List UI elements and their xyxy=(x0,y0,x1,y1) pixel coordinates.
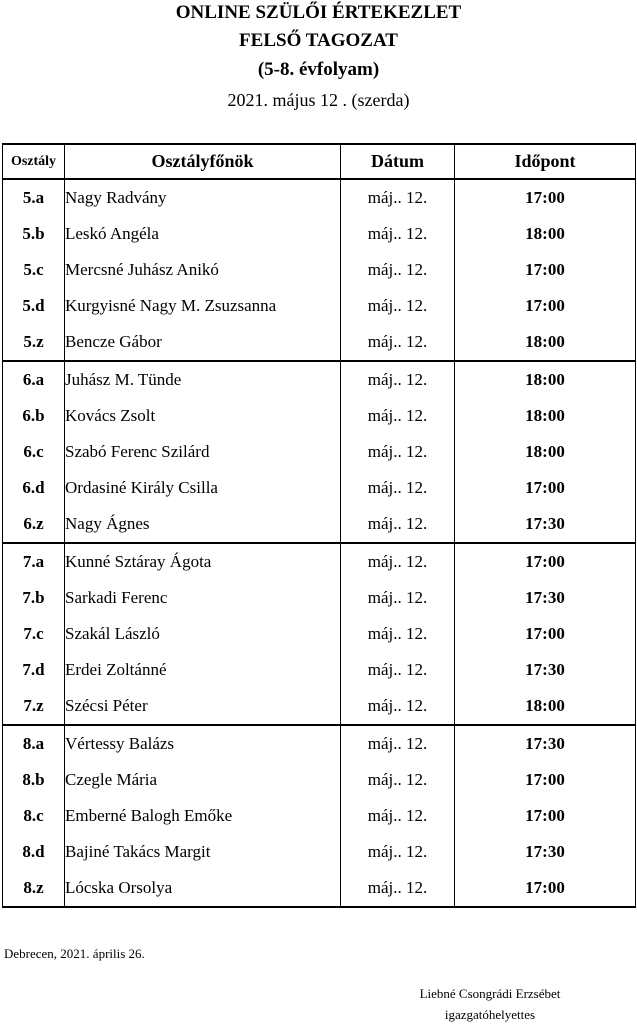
class-cell: 6.a xyxy=(3,361,65,398)
class-cell: 7.c xyxy=(3,616,65,652)
table-row xyxy=(3,288,636,324)
date-cell: máj.. 12. xyxy=(341,762,455,798)
class-cell: 7.z xyxy=(3,688,65,725)
time-cell: 17:00 xyxy=(455,870,636,907)
time-cell: 18:00 xyxy=(455,216,636,252)
time-cell: 17:00 xyxy=(455,762,636,798)
time-cell: 18:00 xyxy=(455,434,636,470)
date-cell: máj.. 12. xyxy=(341,398,455,434)
time-cell: 17:30 xyxy=(455,580,636,616)
time-cell: 17:30 xyxy=(455,834,636,870)
column-header-class: Osztály xyxy=(3,144,65,179)
date-cell: máj.. 12. xyxy=(341,216,455,252)
document-subtitle: FELSŐ TAGOZAT xyxy=(239,30,398,51)
teacher-cell: Kunné Sztáray Ágota xyxy=(65,543,341,580)
class-cell: 7.a xyxy=(3,543,65,580)
class-cell: 6.c xyxy=(3,434,65,470)
date-cell: máj.. 12. xyxy=(341,725,455,762)
place-and-date: Debrecen, 2021. április 26. xyxy=(4,946,145,961)
class-cell: 8.z xyxy=(3,870,65,907)
column-header-teacher: Osztályfőnök xyxy=(65,144,341,179)
class-cell: 8.c xyxy=(3,798,65,834)
table-row xyxy=(3,762,636,798)
date-cell: máj.. 12. xyxy=(341,543,455,580)
class-cell: 7.d xyxy=(3,652,65,688)
schedule-table xyxy=(2,143,636,908)
teacher-cell: Erdei Zoltánné xyxy=(65,652,341,688)
date-cell: máj.. 12. xyxy=(341,252,455,288)
teacher-cell: Lócska Orsolya xyxy=(65,870,341,907)
class-cell: 6.b xyxy=(3,398,65,434)
class-cell: 8.d xyxy=(3,834,65,870)
column-header-date: Dátum xyxy=(341,144,455,179)
table-row xyxy=(3,324,636,361)
table-row xyxy=(3,616,636,652)
class-cell: 5.c xyxy=(3,252,65,288)
table-row xyxy=(3,398,636,434)
teacher-cell: Szakál László xyxy=(65,616,341,652)
class-cell: 5.z xyxy=(3,324,65,361)
teacher-cell: Kurgyisné Nagy M. Zsuzsanna xyxy=(65,288,341,324)
table-row xyxy=(3,361,636,398)
document-title: ONLINE SZÜLŐI ÉRTEKEZLET xyxy=(175,2,462,23)
table-header-row xyxy=(3,144,636,179)
teacher-cell: Sarkadi Ferenc xyxy=(65,580,341,616)
table-row xyxy=(3,470,636,506)
class-cell: 8.a xyxy=(3,725,65,762)
date-cell: máj.. 12. xyxy=(341,652,455,688)
table-row xyxy=(3,543,636,580)
teacher-cell: Szabó Ferenc Szilárd xyxy=(65,434,341,470)
date-cell: máj.. 12. xyxy=(341,288,455,324)
time-cell: 17:00 xyxy=(455,543,636,580)
teacher-cell: Czegle Mária xyxy=(65,762,341,798)
date-cell: máj.. 12. xyxy=(341,361,455,398)
date-cell: máj.. 12. xyxy=(341,798,455,834)
time-cell: 17:30 xyxy=(455,725,636,762)
date-cell: máj.. 12. xyxy=(341,506,455,543)
time-cell: 18:00 xyxy=(455,324,636,361)
teacher-cell: Nagy Ágnes xyxy=(65,506,341,543)
time-cell: 17:00 xyxy=(455,288,636,324)
table-row xyxy=(3,506,636,543)
teacher-cell: Juhász M. Tünde xyxy=(65,361,341,398)
date-cell: máj.. 12. xyxy=(341,870,455,907)
signer-name: Liebné Csongrádi Erzsébet xyxy=(419,986,561,1001)
teacher-cell: Szécsi Péter xyxy=(65,688,341,725)
table-row xyxy=(3,870,636,907)
time-cell: 18:00 xyxy=(455,361,636,398)
date-cell: máj.. 12. xyxy=(341,834,455,870)
date-cell: máj.. 12. xyxy=(341,179,455,216)
class-cell: 8.b xyxy=(3,762,65,798)
class-cell: 6.z xyxy=(3,506,65,543)
teacher-cell: Vértessy Balázs xyxy=(65,725,341,762)
table-row xyxy=(3,688,636,725)
time-cell: 17:00 xyxy=(455,470,636,506)
time-cell: 17:00 xyxy=(455,616,636,652)
time-cell: 17:30 xyxy=(455,652,636,688)
date-cell: máj.. 12. xyxy=(341,580,455,616)
teacher-cell: Bencze Gábor xyxy=(65,324,341,361)
table-row xyxy=(3,798,636,834)
teacher-cell: Ordasiné Király Csilla xyxy=(65,470,341,506)
teacher-cell: Leskó Angéla xyxy=(65,216,341,252)
time-cell: 17:30 xyxy=(455,506,636,543)
class-cell: 5.d xyxy=(3,288,65,324)
column-header-time: Időpont xyxy=(455,144,636,179)
table-row xyxy=(3,725,636,762)
table-row xyxy=(3,252,636,288)
teacher-cell: Kovács Zsolt xyxy=(65,398,341,434)
time-cell: 18:00 xyxy=(455,688,636,725)
table-row xyxy=(3,179,636,216)
teacher-cell: Mercsné Juhász Anikó xyxy=(65,252,341,288)
table-row xyxy=(3,652,636,688)
time-cell: 17:00 xyxy=(455,179,636,216)
class-cell: 5.a xyxy=(3,179,65,216)
time-cell: 17:00 xyxy=(455,798,636,834)
date-cell: máj.. 12. xyxy=(341,470,455,506)
table-row xyxy=(3,216,636,252)
signer-role: igazgatóhelyettes xyxy=(444,1007,536,1022)
teacher-cell: Bajiné Takács Margit xyxy=(65,834,341,870)
date-cell: máj.. 12. xyxy=(341,688,455,725)
class-cell: 6.d xyxy=(3,470,65,506)
date-cell: máj.. 12. xyxy=(341,434,455,470)
class-cell: 5.b xyxy=(3,216,65,252)
grade-range: (5-8. évfolyam) xyxy=(257,59,380,80)
teacher-cell: Emberné Balogh Emőke xyxy=(65,798,341,834)
table-row xyxy=(3,434,636,470)
table-row xyxy=(3,834,636,870)
meeting-date: 2021. május 12 . (szerda) xyxy=(227,90,410,110)
date-cell: máj.. 12. xyxy=(341,324,455,361)
time-cell: 17:00 xyxy=(455,252,636,288)
table-row xyxy=(3,580,636,616)
teacher-cell: Nagy Radvány xyxy=(65,179,341,216)
class-cell: 7.b xyxy=(3,580,65,616)
date-cell: máj.. 12. xyxy=(341,616,455,652)
time-cell: 18:00 xyxy=(455,398,636,434)
